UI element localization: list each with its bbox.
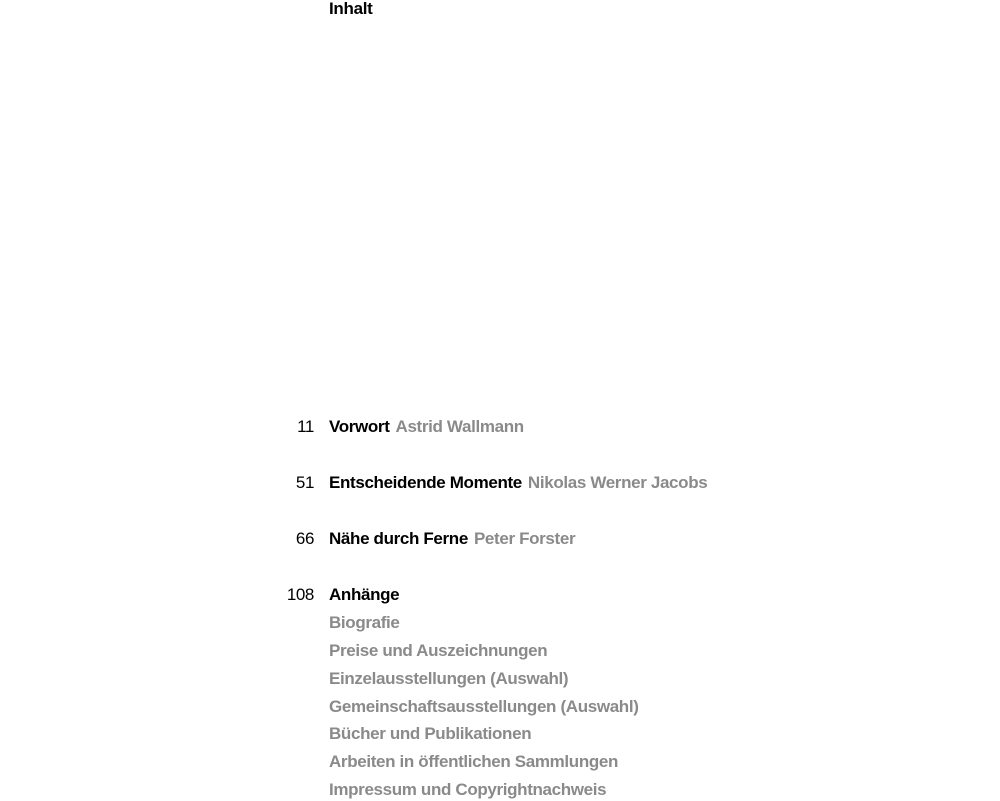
toc-entry-title: Vorwort [329,417,390,436]
toc-subentry-sammlungen[interactable]: Arbeiten in öffentlichen Sammlungen [329,752,619,771]
toc-entry-naehe-durch-ferne[interactable] [0,528,1000,550]
toc-page-number: 66 [295,529,314,548]
toc-entry-anhaenge[interactable] [0,584,1000,606]
page-title: Inhalt [329,0,373,18]
toc-entry-author: Nikolas Werner Jacobs [527,473,708,492]
toc-page-number: 51 [295,473,314,492]
toc-entry-title: Entscheidende Momente [329,473,522,492]
toc-subentry-biografie[interactable]: Biografie [329,613,400,632]
toc-entry-title: Nähe durch Ferne [329,529,468,548]
toc-subentry-einzelausstellungen[interactable]: Einzelausstellungen (Auswahl) [329,669,569,688]
toc-entry-author: Peter Forster [473,529,576,548]
toc-page-number: 11 [297,417,314,436]
toc-subentry-preise[interactable]: Preise und Auszeichnungen [329,641,548,660]
toc-page-number: 108 [286,585,314,604]
toc-entry-entscheidende-momente[interactable] [0,472,1000,494]
toc-subentry-gemeinschaftsausstellungen[interactable]: Gemeinschaftsausstellungen (Auswahl) [329,697,639,716]
toc-subentry-buecher[interactable]: Bücher und Publikationen [329,724,532,743]
toc-entry-title: Anhänge [329,585,400,604]
toc-entry-vorwort[interactable] [0,416,1000,438]
toc-subentry-impressum[interactable]: Impressum und Copyrightnachweis [329,780,607,799]
toc-entry-author: Astrid Wallmann [395,417,524,436]
